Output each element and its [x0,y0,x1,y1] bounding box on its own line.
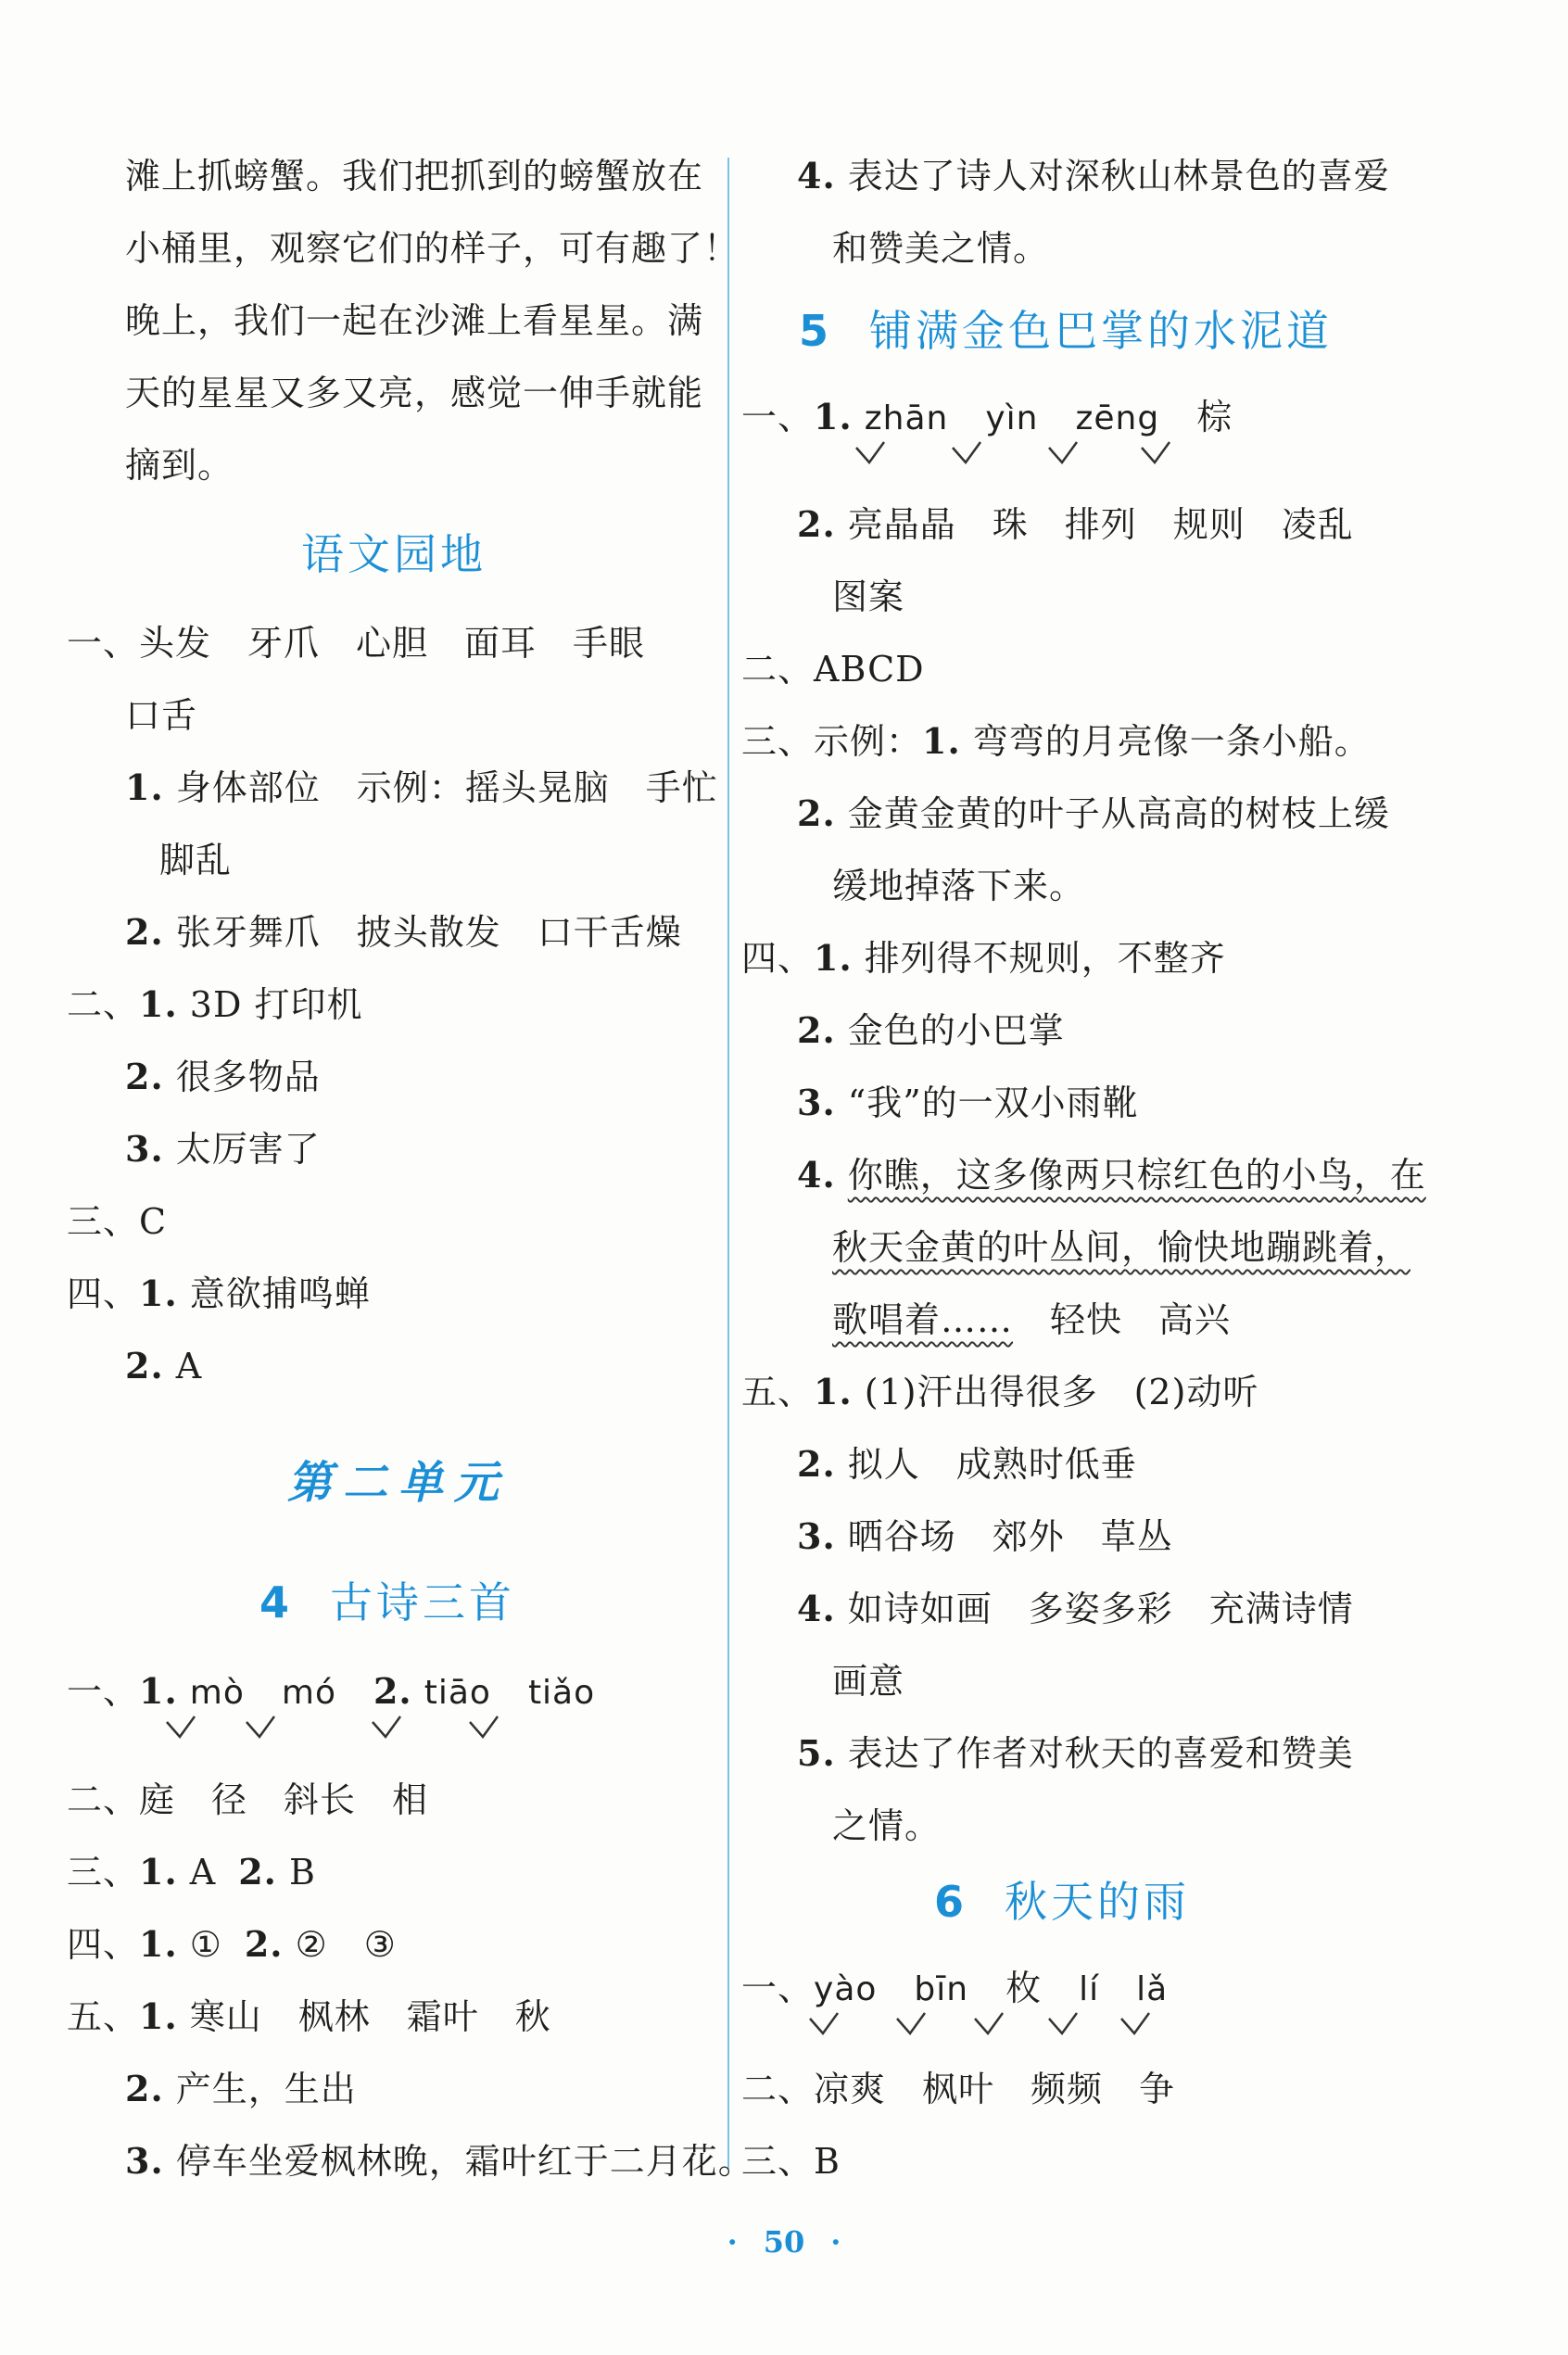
answer-text: 寒山 枫林 霜叶 秋 [189,1996,551,2037]
answer-line: 之情。 [832,1805,942,1846]
section-prefix: 三、 [67,1852,140,1893]
answer-line [67,1266,371,1322]
answer-text: B [289,1852,316,1893]
answer-text: 如诗如画 多姿多彩 充满诗情 [847,1589,1354,1629]
answer-line [67,977,363,1032]
item-number: 2. [125,911,164,953]
check-mark-icon [468,1715,499,1739]
answer-line [67,1989,551,2045]
answer-line [125,760,718,816]
item-number: 4. [797,1588,836,1629]
lesson-name: 秋天的雨 [1005,1877,1191,1927]
answer-line: 脚乱 [159,840,233,880]
item-number: 1. [125,766,164,808]
dotted-answer: 很多物品 [175,1057,321,1097]
item-number: 1. [139,1995,178,2037]
answer-line [741,931,1226,986]
text-line: 滩上抓螃蟹。我们把抓到的螃蟹放在 [125,156,704,196]
check-mark-icon [1119,2011,1151,2035]
answer-line: 二、凉爽 枫叶 频频 争 [741,2069,1176,2109]
item-number: 2. [125,2068,164,2109]
check-mark-icon [951,440,982,464]
answer-text: 排列得不规则，不整齐 [864,938,1226,979]
answer-text: 表达了作者对秋天的喜爱和赞美 [847,1733,1354,1774]
answer-line: 口舌 [125,695,198,736]
pinyin-line [741,389,1233,445]
answer-line: 二、庭 径 斜长 相 [67,1779,429,1820]
text-line: 小桶里，观察它们的样子，可有趣了！ [125,228,740,269]
wavy-answer: 你瞧，这多像两只棕红色的小鸟，在 [847,1155,1426,1196]
item-number: 1. [814,396,853,437]
answer-line [797,497,1354,552]
answer-text: “我”的一双小雨靴 [847,1083,1139,1123]
item-number: 1. [139,1923,178,1965]
answer-line [832,1220,1410,1275]
lesson-name: 铺满金色巴掌的水泥道 [869,306,1334,356]
item-number: 1. [139,1272,178,1314]
item-number: 4. [797,1154,836,1196]
section-prefix: 一、 [67,1671,140,1712]
answer-line [125,2133,754,2189]
item-number: 2. [244,1923,284,1965]
wavy-answer: 歌唱着…… [832,1299,1014,1340]
answer-line [797,1075,1139,1131]
pinyin: bīn [914,1970,969,2008]
answer-line: 三、C [67,1201,168,1242]
item-number: 2. [797,1443,836,1485]
item-number: 1. [922,720,961,762]
item-number: 5. [797,1732,836,1774]
answer-text: 停车坐爱枫林晚，霜叶红于二月花。 [175,2141,754,2182]
answer-text: 拟人 成熟时低垂 [847,1444,1137,1485]
answer-line [741,1364,1258,1420]
pinyin-line [67,1664,595,1719]
check-mark-icon [165,1715,196,1739]
item-number: 2. [797,792,836,834]
section-prefix: 四、 [67,1924,140,1965]
pinyin: yào [814,1970,878,2008]
section-prefix: 一、 [741,1968,815,2008]
answer-line: 二、ABCD [741,649,925,690]
item-number: 4. [797,155,836,196]
page-number: · 50 · [727,2224,841,2260]
answer-text: 金黄金黄的叶子从高高的树枝上缓 [847,793,1390,834]
item-number: 2. [125,1056,164,1097]
text-line: 晚上，我们一起在沙滩上看星星。满 [125,300,704,341]
check-mark-icon [895,2011,927,2035]
item-number: 2. [125,1345,164,1386]
item-number: 1. [139,1670,178,1712]
answer-text: ① [189,1924,222,1965]
section-prefix: 二、 [67,984,140,1025]
answer-text: ② ③ [295,1924,397,1965]
item-number: 3. [797,1515,836,1557]
pinyin: tiāo [424,1674,491,1712]
lesson-number: 4 [259,1577,294,1627]
lesson-title-4 [259,1570,515,1635]
section-title-yuwen: 语文园地 [301,529,487,579]
answer-line: 三、B [741,2141,841,2182]
answer-text: 意欲捕鸣蝉 [189,1273,371,1314]
pinyin: yìn [985,399,1039,437]
item-number: 1. [814,937,853,979]
answer-text: 身体部位 示例：摇头晃脑 手忙 [175,767,718,808]
check-mark-icon [371,1715,402,1739]
answer-line [797,1509,1173,1564]
check-mark-icon [1047,2011,1079,2035]
item-number: 3. [797,1082,836,1123]
dotted-answer: 太厉害了 [175,1129,321,1170]
section-prefix: 五、 [741,1372,815,1412]
answer-text: A [175,1346,203,1386]
section-prefix: 四、 [741,938,815,979]
answer-text: 张牙舞爪 披头散发 口干舌燥 [175,912,682,953]
answer-char: 棕 [1196,397,1233,437]
answer-char: 枚 [1005,1968,1043,2008]
answer-text: 产生，生出 [175,2069,357,2109]
answer-text: 亮晶晶 珠 排列 规则 凌乱 [847,504,1354,545]
check-mark-icon [1140,440,1171,464]
item-number: 3. [125,2140,164,2182]
pinyin: mò [189,1674,245,1712]
item-number: 2. [797,503,836,545]
check-mark-icon [245,1715,276,1739]
item-number: 2. [797,1009,836,1051]
answer-line [125,1049,321,1105]
answer-text: 轻快 高兴 [1050,1299,1232,1340]
answer-line: 一、头发 牙爪 心胆 面耳 手眼 [67,623,646,664]
lesson-number: 5 [799,306,833,356]
answer-line: 画意 [832,1661,905,1702]
pinyin: tiǎo [527,1674,596,1712]
lesson-name: 古诗三首 [330,1577,516,1627]
text-line: 天的星星又多又亮，感觉一伸手就能 [125,373,704,413]
answer-line [832,1292,1231,1348]
pinyin-line [741,1960,1168,2016]
answer-line [797,786,1390,842]
pinyin: lǎ [1136,1970,1169,2008]
answer-line [797,1437,1137,1492]
item-number: 2. [373,1670,412,1712]
section-prefix: 三、示例： [741,721,923,762]
wavy-answer: 秋天金黄的叶丛间，愉快地蹦跳着， [832,1227,1411,1268]
answer-line: 和赞美之情。 [832,228,1050,269]
item-number: 1. [814,1371,853,1412]
answer-line [797,1147,1426,1203]
text-line: 摘到。 [125,445,234,486]
answer-line [67,1844,316,1900]
check-mark-icon [808,2011,840,2035]
pinyin: zēng [1075,399,1160,437]
answer-line [125,2061,357,2117]
answer-text: 晒谷场 郊外 草丛 [847,1516,1173,1557]
column-divider [727,158,729,2169]
answer-text: 弯弯的月亮像一条小船。 [972,721,1371,762]
answer-line [797,148,1390,204]
item-number: 3. [125,1128,164,1170]
lesson-number: 6 [934,1877,968,1927]
answer-line [125,1338,202,1394]
pinyin: lí [1079,1970,1100,2008]
item-number: 1. [139,1851,178,1893]
answer-line: 缓地掉落下来。 [832,866,1086,906]
dotted-answer: 3D 打印机 [189,984,363,1025]
item-number: 1. [139,983,178,1025]
section-prefix: 一、 [741,397,815,437]
answer-text: 金色的小巴掌 [847,1010,1065,1051]
answer-line [797,1003,1065,1058]
answer-line: 图案 [832,576,905,617]
section-prefix: 四、 [67,1273,140,1314]
answer-line [125,905,682,960]
answer-line [67,1917,397,1972]
check-mark-icon [973,2011,1005,2035]
lesson-title-6 [934,1869,1190,1934]
pinyin: zhān [864,399,949,437]
answer-text: A [189,1852,217,1893]
lesson-title-5 [799,298,1333,363]
answer-line [797,1726,1354,1781]
pinyin: mó [281,1674,336,1712]
answer-line [125,1121,321,1177]
answer-text: 表达了诗人对深秋山林景色的喜爱 [847,156,1390,196]
page-number-value: 50 [763,2224,805,2260]
check-mark-icon [1047,440,1079,464]
answer-text: (1)汗出得很多 (2)动听 [864,1372,1259,1412]
item-number: 2. [238,1851,277,1893]
section-prefix: 五、 [67,1996,140,2037]
unit-title: 第二单元 [287,1457,511,1509]
answer-line [797,1581,1354,1637]
answer-line [741,714,1371,769]
check-mark-icon [854,440,886,464]
